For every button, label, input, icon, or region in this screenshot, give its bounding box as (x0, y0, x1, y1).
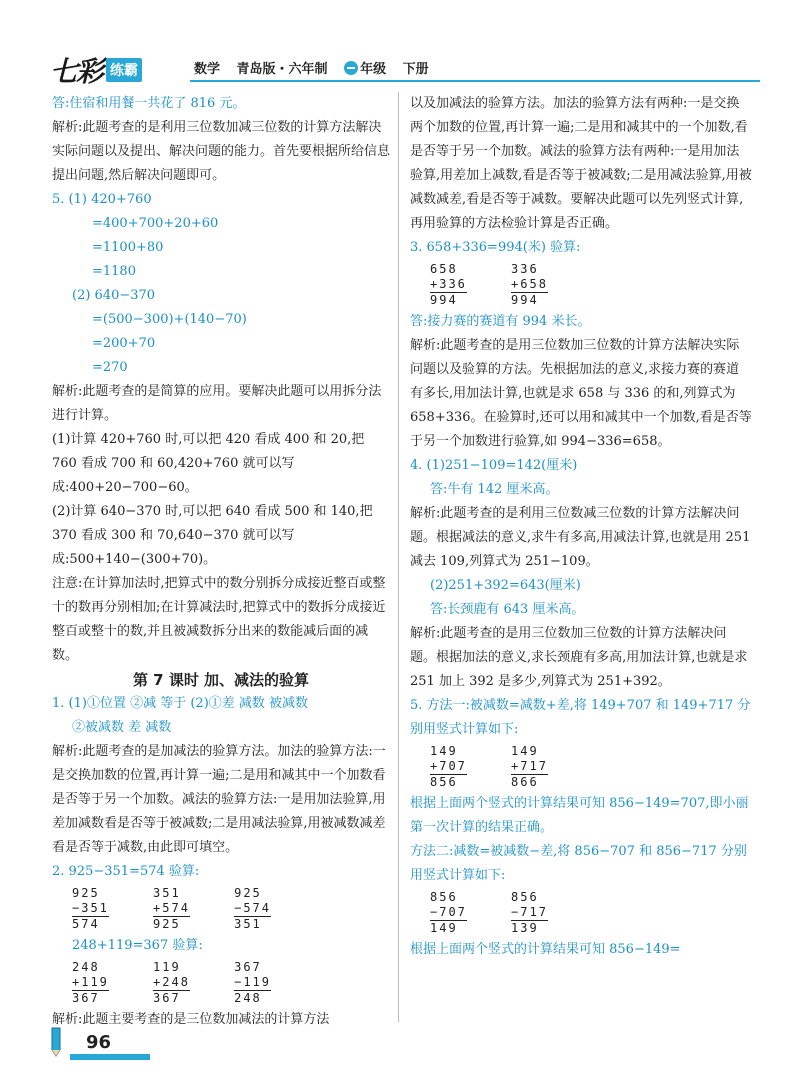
answer-line: 1. (1)①位置 ②减 等于 (2)①差 减数 被减数 (52, 696, 309, 711)
calc-line: (2)251+392=643(厘米) (430, 578, 581, 593)
analysis: 解析:此题考查的是加减法的验算方法。加法的验算方法:一是交换加数的位置,再计算一遍;二是用和减其中一个加数看是否等于另一个加数。减法的验算方法:一是用加法验算,用差加减数看是否等于被减数;二是用减法验算,用被减数减差看是否等于减数,由此即可填空。 (52, 744, 386, 855)
vertical-calcs (410, 744, 752, 790)
vertical-calc: 336 +658 994 (511, 262, 548, 307)
answer-line: ②被减数 差 减数 (72, 720, 172, 735)
vertical-calc: 351 +574 925 (153, 886, 190, 931)
answer-line: 方法二:减数=被减数−差,将 856−707 和 856−717 分别用竖式计算如下: (410, 844, 747, 883)
vertical-calcs (52, 960, 390, 1006)
analysis: 解析:此题考查的是利用三位数减三位数的计算方法解决问题。根据减法的意义,求牛有多高,用减法计算,也就是用 251 减去 109,列算式为 251−109。 (410, 506, 751, 569)
analysis: (1)计算 420+760 时,可以把 420 看成 400 和 20,把 760 看成 700 和 60,420+760 就可以写成:400+20−700−60。 (52, 432, 365, 495)
calc-line: =270 (92, 360, 128, 375)
analysis: 解析:此题考查的是利用三位数加减三位数的计算方法解决实际问题以及提出、解决问题的能力。首先要根据所给信息提出问题,然后解决问题即可。 (52, 120, 391, 183)
logo (50, 50, 142, 90)
grade: 年级 (344, 62, 386, 77)
calc-line: =400+700+20+60 (92, 216, 219, 231)
analysis: 解析:此题主要考查的是三位数加减法的计算方法 (52, 1012, 330, 1027)
analysis: (2)计算 640−370 时,可以把 640 看成 500 和 140,把 370 看成 300 和 70,640−370 就可以写成:500+140−(300+70)。 (52, 504, 373, 567)
answer-line: 根据上面两个竖式的计算结果可知 856−149= (410, 942, 681, 957)
vertical-calc: 658 +336 994 (430, 262, 467, 307)
volume: 下册 (402, 62, 429, 77)
vertical-calc: 367 −119 248 (234, 960, 271, 1005)
analysis: 解析:此题考查的是用三位数加三位数的计算方法解决问题。根据加法的意义,求长颈鹿有多高,用加法计算,也就是求 251 加上 392 是多少,列算式为 251+392。 (410, 626, 748, 689)
vertical-calc: 149 +707 856 (430, 744, 467, 789)
answer-line: 答:长颈鹿有 643 厘米高。 (430, 602, 585, 617)
vertical-calc: 248 +119 367 (72, 960, 109, 1005)
page-number: 96 (86, 1032, 112, 1053)
calc-line: (2) 640−370 (72, 288, 156, 303)
vertical-calcs (410, 262, 752, 308)
calc-line: 248+119=367 验算: (72, 938, 203, 953)
vertical-calc: 925 −574 351 (234, 886, 271, 931)
calc-line: 5. (1) 420+760 (52, 192, 152, 207)
answer-line: 答:接力赛的赛道有 994 米长。 (410, 314, 591, 329)
answer-line: 答:牛有 142 厘米高。 (430, 482, 559, 497)
vertical-calc: 119 +248 367 (153, 960, 190, 1005)
note: 注意:在计算加法时,把算式中的数分别拆分成接近整百或整十的数再分别相加;在计算减法时,把算式中的数拆分成接近整百或整十的数,并且被减数拆分出来的数能减后面的减数。 (52, 576, 386, 663)
vertical-calcs (52, 886, 390, 932)
vertical-calc: 149 +717 866 (511, 744, 548, 789)
logo-main: 七彩 (50, 55, 103, 88)
calc-line: =200+70 (92, 336, 156, 351)
analysis: 以及加减法的验算方法。加法的验算方法有两种:一是交换两个加数的位置,再计算一遍;二是用和减其中的一个加数,看是否等于另一个加数。减法的验算方法有两种:一是用加法验算,用差加上减数,看是否等于被减数;二是用减法验算,用被减数减差,看是否等于减数。要解决此题可以先列竖式计算,再用验算的方法检验计算是否正确。 (410, 96, 752, 231)
vertical-calc: 856 −717 139 (511, 890, 548, 935)
analysis: 解析:此题考查的是用三位数加三位数的计算方法解决实际问题以及验算的方法。先根据加法的意义,求接力赛的赛道有多长,用加法计算,也就是求 658 与 336 的和,列算式为 658+336。在验算时,还可以用和减其中一个加数,看是否等于另一个加数进行验算,如 994−336=658。 (410, 338, 752, 449)
lesson-title: 第 7 课时 加、减法的验算 (132, 671, 310, 689)
subject: 数学 (194, 62, 221, 77)
calc-line: 5. 方法一:被减数=减数+差,将 149+707 和 149+717 分别用竖式计算如下: (410, 698, 751, 737)
page-bar (70, 1054, 150, 1060)
calc-line: =1180 (92, 264, 136, 279)
vertical-calc: 925 −351 574 (72, 886, 109, 931)
logo-box: 练霸 (106, 58, 142, 82)
vertical-calcs (410, 890, 752, 936)
column-divider (398, 92, 399, 1022)
answer-line: 答:住宿和用餐一共花了 816 元。 (52, 96, 246, 111)
right-column (410, 92, 752, 962)
calc-line: =(500−300)+(140−70) (92, 312, 247, 327)
left-column (52, 92, 390, 1032)
header-info (194, 58, 441, 77)
vertical-calc: 856 −707 149 (430, 890, 467, 935)
calc-line: 2. 925−351=574 验算: (52, 864, 200, 879)
grade-circle-icon (344, 61, 358, 75)
page-header (40, 44, 760, 88)
answer-line: 根据上面两个竖式的计算结果可知 856−149=707,即小丽第一次计算的结果正确。 (410, 796, 749, 835)
calc-line: 3. 658+336=994(米) 验算: (410, 240, 581, 255)
calc-line: =1100+80 (92, 240, 164, 255)
calc-line: 4. (1)251−109=142(厘米) (410, 458, 578, 473)
analysis: 解析:此题考查的是简算的应用。要解决此题可以用拆分法进行计算。 (52, 384, 382, 423)
header-line (190, 80, 760, 82)
edition: 青岛版・六年制 (236, 62, 328, 77)
